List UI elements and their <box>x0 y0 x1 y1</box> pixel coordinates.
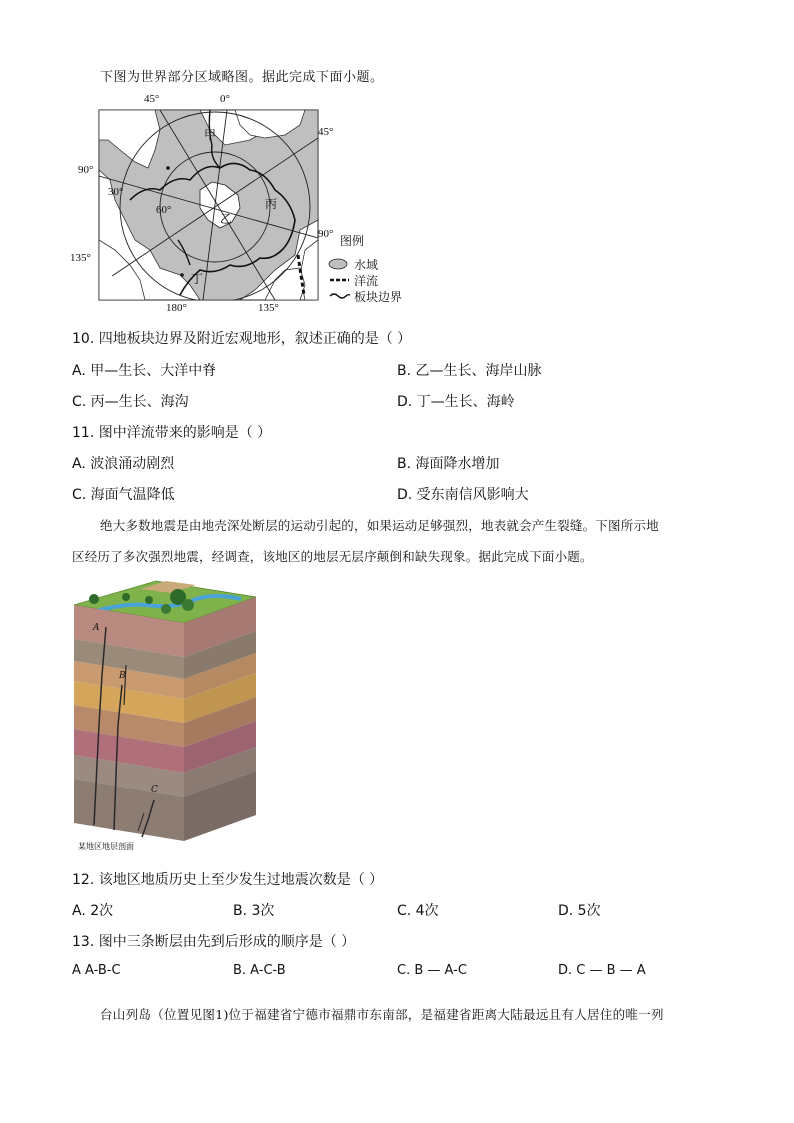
q11-option-b[interactable]: B. 海面降水增加 <box>397 456 500 472</box>
q11-option-c[interactable]: C. 海面气温降低 <box>72 487 175 503</box>
block-caption: 某地区地层剖面 <box>78 842 134 851</box>
fault-label-c: C <box>151 785 158 795</box>
fault-label-b: B <box>119 671 126 681</box>
q10-option-a[interactable]: A. 甲—生长、大洋中脊 <box>72 363 217 379</box>
legend-water-label: 水域 <box>354 258 379 272</box>
intro-text-3: 台山列岛（位置见图1)位于福建省宁德市福鼎市东南部，是福建省距离大陆最远且有人居住的唯一列 <box>100 1007 664 1022</box>
legend-title: 图例 <box>340 234 365 248</box>
q12-option-d[interactable]: D. 5次 <box>558 903 601 919</box>
legend-boundary-label: 板块边界 <box>354 290 403 304</box>
label-lat-30: 30° <box>108 186 124 198</box>
label-lon-180: 180° <box>166 302 187 314</box>
q10-option-d[interactable]: D. 丁—生长、海岭 <box>397 394 515 410</box>
q10-option-b[interactable]: B. 乙—生长、海岸山脉 <box>397 363 542 379</box>
question-11-stem: 11. 图中洋流带来的影响是（ ） <box>72 425 272 441</box>
label-lon-45-top: 45° <box>144 93 160 105</box>
q13-option-a[interactable]: A A-B-C <box>72 963 121 978</box>
q13-option-d[interactable]: D. C — B — A <box>558 963 646 978</box>
label-lat-60: 60° <box>156 204 172 216</box>
intro-text-2-line-1: 绝大多数地震是由地壳深处断层的运动引起的，如果运动足够强烈，地表就会产生裂缝。下图所示地 <box>100 518 659 533</box>
q12-option-b[interactable]: B. 3次 <box>233 903 275 919</box>
fault-label-a: A <box>93 623 100 633</box>
label-ding: 丁 <box>191 272 204 286</box>
legend-current-label: 洋流 <box>354 274 379 288</box>
geologic-block-figure <box>66 575 266 860</box>
q13-option-b[interactable]: B. A-C-B <box>233 963 286 978</box>
label-yi: 乙 <box>220 212 233 226</box>
label-lon-135-bottom: 135° <box>258 302 279 314</box>
label-lon-0: 0° <box>220 93 230 105</box>
world-region-map <box>60 90 420 312</box>
label-jia: 甲 <box>204 128 217 142</box>
label-lon-135-left: 135° <box>70 252 91 264</box>
label-lon-90-right: 90° <box>318 228 334 240</box>
block-svg <box>66 575 266 860</box>
q10-option-c[interactable]: C. 丙—生长、海沟 <box>72 394 189 410</box>
question-12-stem: 12. 该地区地质历史上至少发生过地震次数是（ ） <box>72 872 384 888</box>
water-legend-icon <box>329 259 347 269</box>
boundary-legend-icon <box>330 294 350 298</box>
q11-option-a[interactable]: A. 波浪涌动剧烈 <box>72 456 175 472</box>
label-bing: 丙 <box>265 197 278 211</box>
q12-option-c[interactable]: C. 4次 <box>397 903 439 919</box>
q12-option-a[interactable]: A. 2次 <box>72 903 114 919</box>
question-10-stem: 10. 四地板块边界及附近宏观地形，叙述正确的是（ ） <box>72 331 412 347</box>
intro-text-1: 下图为世界部分区域略图。据此完成下面小题。 <box>100 70 384 85</box>
q13-option-c[interactable]: C. B — A-C <box>397 963 467 978</box>
intro-text-2-line-2: 区经历了多次强烈地震，经调查，该地区的地层无层序颠倒和缺失现象。据此完成下面小题。 <box>72 549 593 564</box>
q11-option-d[interactable]: D. 受东南信风影响大 <box>397 487 529 503</box>
label-lat-45-right: 45° <box>318 126 334 138</box>
question-13-stem: 13. 图中三条断层由先到后形成的顺序是（ ） <box>72 934 356 950</box>
label-lon-90-left: 90° <box>78 164 94 176</box>
